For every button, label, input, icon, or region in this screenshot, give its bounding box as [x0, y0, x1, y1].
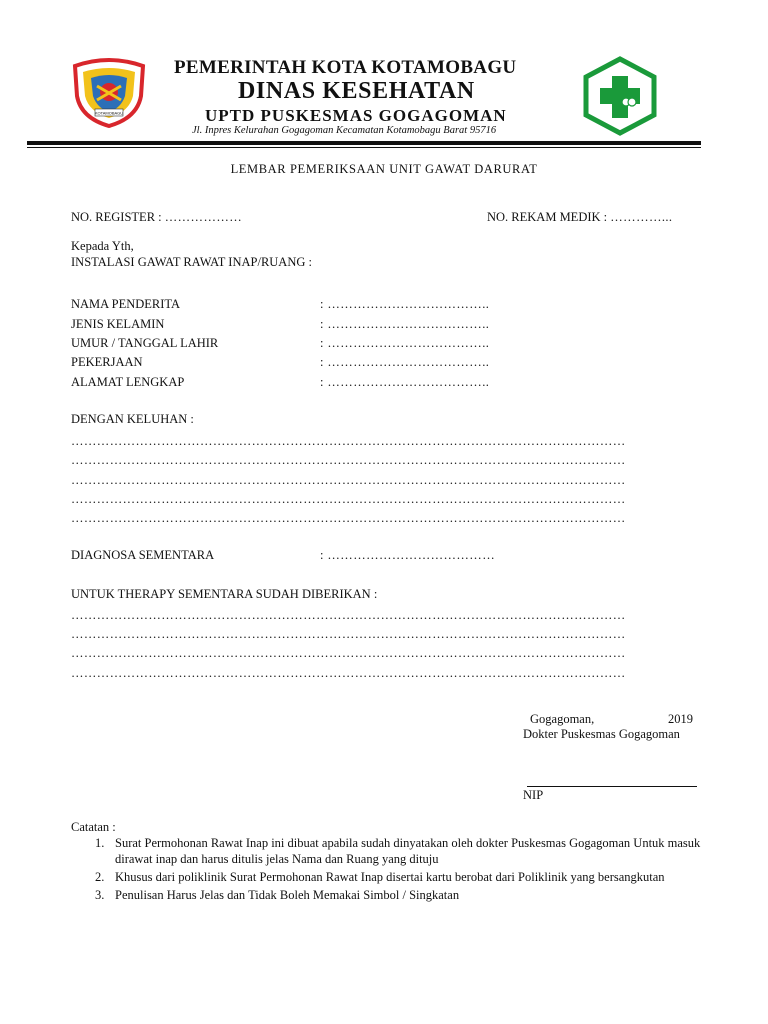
therapy-line: …………………………………………………………………………………………………………………: [71, 646, 626, 660]
header-unit: UPTD PUSKESMAS GOGAGOMAN: [205, 106, 507, 125]
header-rule-thick: [27, 141, 701, 145]
diagnosa-value: : …………………………………: [320, 548, 496, 562]
keluhan-line: …………………………………………………………………………………………………………………: [71, 492, 626, 506]
therapy-line: …………………………………………………………………………………………………………………: [71, 666, 626, 680]
rekam-medik-label: NO. REKAM MEDIK :: [487, 210, 608, 224]
patient-gender-label: JENIS KELAMIN: [71, 317, 165, 331]
patient-name-value: : ………………………………..: [320, 297, 490, 311]
signature-role: Dokter Puskesmas Gogagoman: [523, 727, 680, 741]
therapy-line: …………………………………………………………………………………………………………………: [71, 608, 626, 622]
signature-nip: NIP: [523, 788, 544, 802]
note-number: 1.: [95, 836, 105, 850]
form-title: LEMBAR PEMERIKSAAN UNIT GAWAT DARURAT: [230, 162, 538, 176]
rekam-medik-field: [487, 210, 672, 225]
patient-address-label: ALAMAT LENGKAP: [71, 375, 185, 389]
rekam-medik-dots: …………...: [610, 210, 673, 224]
note-number: 3.: [95, 888, 105, 902]
signature-line: [527, 786, 697, 787]
note-text: Khusus dari poliklinik Surat Permohonan Rawat Inap disertai kartu berobat dari Poliklinik yang bersangkutan: [115, 870, 665, 884]
signature-place: Gogagoman,: [530, 712, 595, 726]
header-address: Jl. Inpres Kelurahan Gogagoman Kecamatan Kotamobagu Barat 95716: [192, 125, 497, 136]
patient-address-value: : ………………………………..: [320, 375, 490, 389]
keluhan-line: …………………………………………………………………………………………………………………: [71, 511, 626, 525]
notes-label: Catatan :: [71, 820, 116, 834]
register-field: [71, 210, 242, 225]
patient-job-value: : ………………………………..: [320, 355, 490, 369]
therapy-line: …………………………………………………………………………………………………………………: [71, 627, 626, 641]
kotamobagu-crest-logo: [71, 56, 147, 128]
addressee-line2: INSTALASI GAWAT RAWAT INAP/RUANG :: [71, 255, 312, 269]
register-label: NO. REGISTER :: [71, 210, 162, 224]
register-dots: ………………: [164, 210, 243, 224]
header-agency: DINAS KESEHATAN: [238, 78, 475, 104]
addressee-line1: Kepada Yth,: [71, 239, 134, 253]
list-item: [71, 887, 711, 903]
note-number: 2.: [95, 870, 105, 884]
patient-job-label: PEKERJAAN: [71, 355, 143, 369]
keluhan-label: DENGAN KELUHAN :: [71, 412, 194, 426]
crest-caption: KOTAMOBAGU: [94, 110, 124, 116]
list-item: [71, 869, 711, 885]
keluhan-line: …………………………………………………………………………………………………………………: [71, 473, 626, 487]
header-rule-thin: [27, 147, 701, 148]
patient-age-value: : ………………………………..: [320, 336, 490, 350]
patient-gender-value: : ………………………………..: [320, 317, 490, 331]
notes-list: [71, 835, 711, 905]
diagnosa-label: DIAGNOSA SEMENTARA: [71, 548, 215, 562]
patient-age-label: UMUR / TANGGAL LAHIR: [71, 336, 219, 350]
note-text: Penulisan Harus Jelas dan Tidak Boleh Memakai Simbol / Singkatan: [115, 888, 460, 902]
header-government: PEMERINTAH KOTA KOTAMOBAGU: [174, 57, 517, 78]
patient-name-label: NAMA PENDERITA: [71, 297, 181, 311]
note-text: Surat Permohonan Rawat Inap ini dibuat apabila sudah dinyatakan oleh dokter Puskesmas Gogagoman Untuk masuk dirawat inap dan harus ditulis jelas Nama dan Ruang yang dituju: [115, 836, 701, 866]
keluhan-line: …………………………………………………………………………………………………………………: [71, 453, 626, 467]
signature-year: 2019: [668, 712, 693, 726]
list-item: [71, 835, 711, 867]
puskesmas-logo: [582, 56, 658, 136]
keluhan-line: …………………………………………………………………………………………………………………: [71, 434, 626, 448]
therapy-label: UNTUK THERAPY SEMENTARA SUDAH DIBERIKAN :: [71, 587, 378, 601]
